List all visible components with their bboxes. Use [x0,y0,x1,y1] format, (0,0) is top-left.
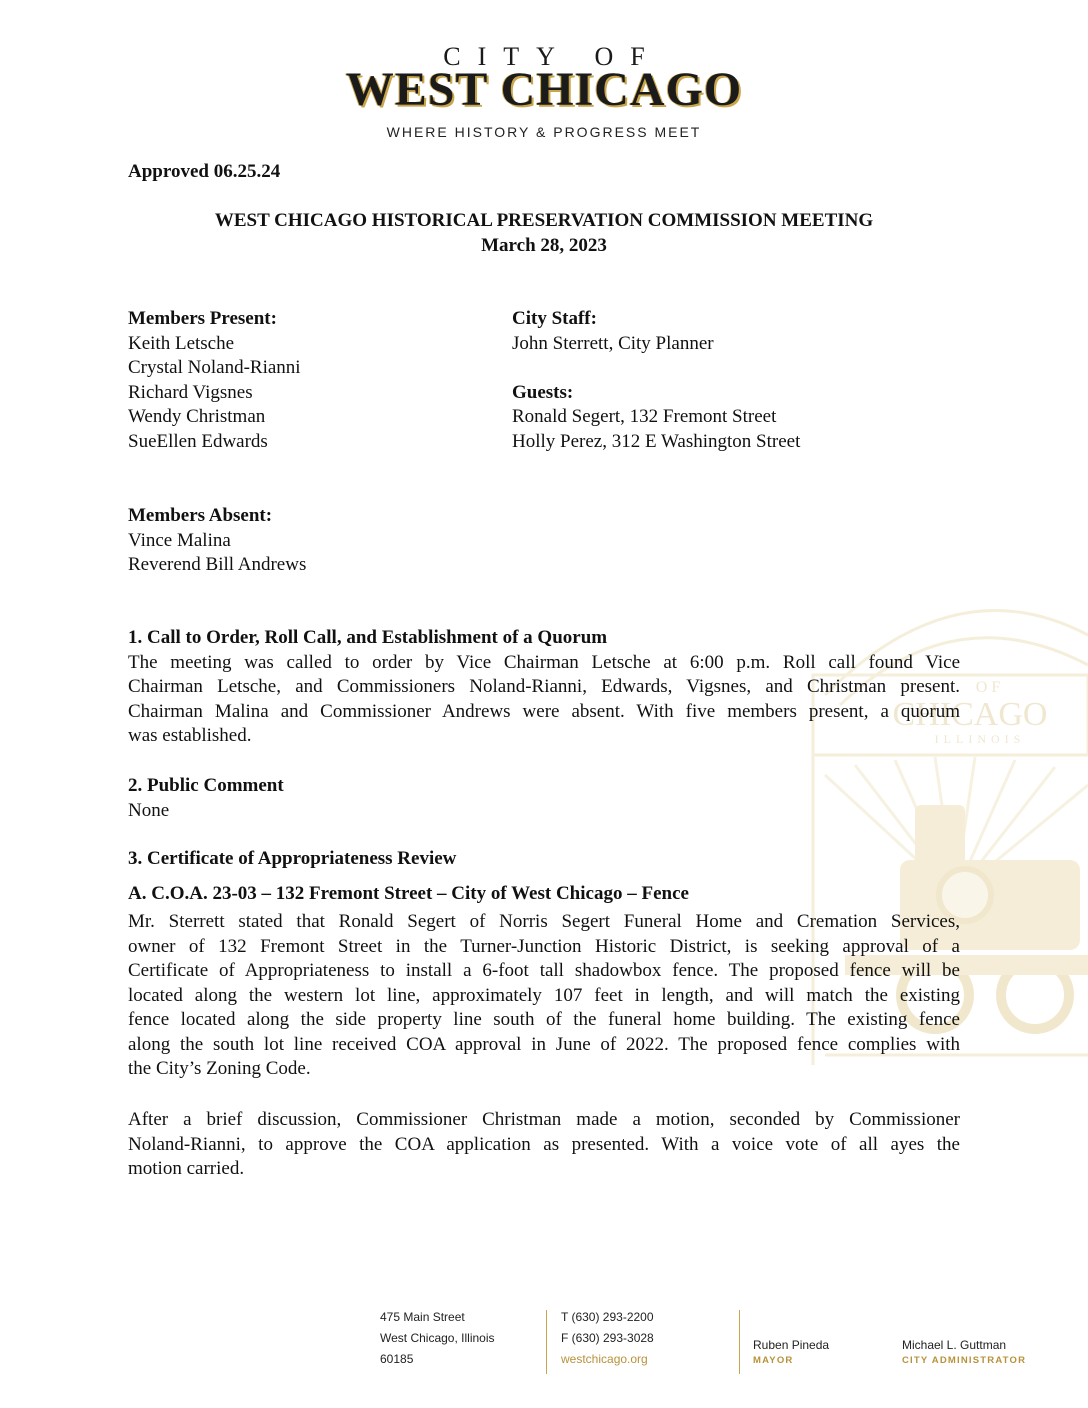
city-staff-label: City Staff: [512,308,597,329]
paragraph-line: Mr. Sterrett stated that Ronald Segert of Norris Segert Funeral Home and Cremation Services, [128,911,960,932]
absent-member-name: Vince Malina [128,529,231,551]
guest-name: Holly Perez, 312 E Washington Street [512,430,801,452]
paragraph-line: along the south lot line received COA approval in June of 2022. The proposed fence complies with [128,1033,960,1055]
address-line: 60185 [380,1352,414,1366]
member-name: SueEllen Edwards [128,430,268,452]
paragraph-line: fence located along the side property line south of the funeral home building. The existing fence [128,1009,960,1030]
seal-of-text: OF [975,679,1005,696]
section-heading: 1. Call to Order, Roll Call, and Establishment of a Quorum [128,627,608,648]
letterhead-city-name: WEST CHICAGO [345,63,743,116]
approved-stamp: Approved 06.25.24 [128,161,281,182]
members-absent-block [128,504,306,578]
paragraph-line: the City’s Zoning Code. [128,1058,311,1079]
page-title: WEST CHICAGO HISTORICAL PRESERVATION COMMISSION MEETING [214,210,874,231]
mayor-name: Ruben Pineda [753,1338,830,1352]
paragraph-line: was established. [128,725,252,746]
footer-address [380,1307,495,1370]
seal-name-text: CHICAGO [892,696,1048,733]
footer-contact [561,1307,654,1370]
paragraph-line: After a brief discussion, Commissioner Christman made a motion, seconded by Commissioner [128,1109,960,1130]
section-heading: 3. Certificate of Appropriateness Review [128,848,457,869]
paragraph-line: Chairman Malina and Commissioner Andrews were absent. With five members present, a quorum [128,700,960,722]
address-line: 475 Main Street [380,1310,465,1324]
address-line: West Chicago, Illinois [380,1331,495,1345]
administrator-name: Michael L. Guttman [902,1338,1007,1352]
phone-number: T (630) 293-2200 [561,1310,654,1324]
member-name: Crystal Noland-Rianni [128,357,301,378]
administrator-title: CITY ADMINISTRATOR [902,1355,1027,1366]
mayor-title: MAYOR [753,1355,794,1366]
member-name: Richard Vigsnes [128,381,253,403]
paragraph-line: Chairman Letsche, and Commissioners Noland-Rianni, Edwards, Vigsnes, and Christman present. [128,676,960,697]
coa-paragraph-1 [128,910,960,1082]
section-subheading: A. C.O.A. 23-03 – 132 Fremont Street – City of West Chicago – Fence [128,883,689,904]
members-present-label: Members Present: [128,308,277,329]
paragraph-line: owner of 132 Fremont Street in the Turner-Junction Historic District, is seeking approval of a [128,935,960,957]
footer-divider [739,1310,740,1374]
absent-member-name: Reverend Bill Andrews [128,554,307,575]
paragraph-line: The meeting was called to order by Vice Chairman Letsche at 6:00 p.m. Roll call found Vice [128,651,960,673]
paragraph-line: Noland-Rianni, to approve the COA application as presented. With a voice vote of all ayes the [128,1133,960,1155]
members-present-block [128,307,301,454]
seal-state-text: ILLINOIS [934,732,1026,746]
staff-name: John Sterrett, City Planner [512,332,714,354]
letterhead-city-of: CITY OF [443,42,662,71]
paragraph-line: motion carried. [128,1158,245,1179]
paragraph-line: Certificate of Appropriateness to install a 6-foot tall shadowbox fence. The proposed fence will be [128,960,960,981]
footer-divider [546,1310,547,1374]
guests-label: Guests: [512,381,574,403]
staff-guests-block [512,307,800,454]
member-name: Wendy Christman [128,406,266,427]
members-absent-label: Members Absent: [128,505,273,526]
footer-mayor [753,1337,829,1369]
member-name: Keith Letsche [128,332,235,354]
section-heading: 2. Public Comment [128,775,284,796]
letterhead-tagline: WHERE HISTORY & PROGRESS MEET [386,124,702,140]
footer-administrator [902,1337,1026,1369]
section-body: None [128,799,170,821]
website-link[interactable]: westchicago.org [561,1352,648,1366]
coa-paragraph-2 [128,1108,960,1182]
section-call-to-order [128,626,960,749]
section-public-comment [128,774,284,823]
guest-name: Ronald Segert, 132 Fremont Street [512,406,777,427]
paragraph-line: located along the western lot line, approximately 107 feet in length, and will match the existing [128,984,960,1006]
fax-number: F (630) 293-3028 [561,1331,654,1345]
meeting-date: March 28, 2023 [481,235,607,256]
